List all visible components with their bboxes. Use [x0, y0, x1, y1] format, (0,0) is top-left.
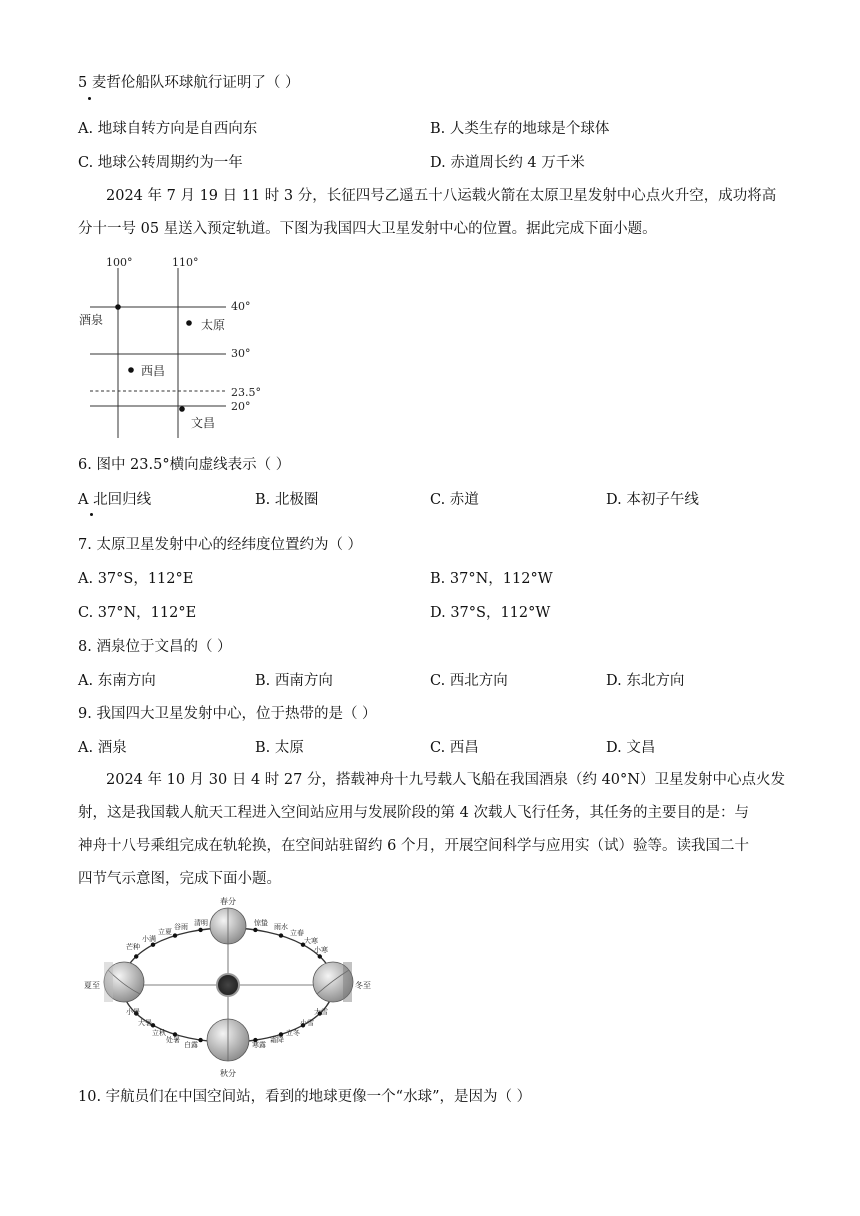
term-liqiu: 立秋 — [152, 1029, 166, 1037]
term-spring-equinox: 春分 — [220, 897, 236, 906]
q8-option-d: D. 东北方向 — [606, 673, 685, 689]
q9-option-a: A. 酒泉 — [78, 740, 127, 756]
lat-label-23-5: 23.5° — [231, 386, 261, 399]
term-jingzhe: 惊蛰 — [254, 919, 268, 927]
term-lixia: 立夏 — [158, 928, 172, 936]
q9-option-c: C. 西昌 — [430, 740, 479, 756]
sun-icon — [217, 974, 239, 996]
site-xichang-label: 西昌 — [141, 364, 166, 378]
term-summer-solstice: 夏至 — [84, 981, 100, 990]
term-mangzhong: 芒种 — [126, 943, 140, 951]
intro2-line-1: 2024 年 10 月 30 日 4 时 27 分，搭载神舟十九号载人飞船在我国酒泉（约 40°N）卫星发射中心点火发 — [106, 772, 785, 788]
q6-option-d: D. 本初子午线 — [606, 492, 699, 508]
term-daxue: 大雪 — [314, 1008, 328, 1016]
term-chushu: 处暑 — [166, 1036, 180, 1044]
solar-term-dot — [173, 933, 177, 937]
q7-option-d: D. 37°S，112°W — [430, 605, 551, 621]
intro-paragraph-2 — [78, 764, 786, 896]
earth-spring-equinox-icon — [210, 908, 246, 944]
q8-option-b: B. 西南方向 — [255, 673, 333, 689]
launch-sites-map — [78, 250, 278, 442]
site-jiuquan-marker — [115, 304, 121, 310]
intro-paragraph-1 — [78, 180, 786, 246]
q9-stem: 9. 我国四大卫星发射中心，位于热带的是（ ） — [78, 706, 377, 722]
intro2-line-3: 神舟十八号乘组完成在轨轮换，在空间站驻留约 6 个月，开展空间科学与应用实（试）验等。读我国二十 — [78, 838, 749, 854]
solar-term-dot — [279, 933, 283, 937]
q8-option-c: C. 西北方向 — [430, 673, 508, 689]
term-xiaoshu: 小暑 — [126, 1008, 140, 1016]
term-guyu: 谷雨 — [174, 923, 188, 931]
term-yushui: 雨水 — [274, 923, 288, 931]
term-xiaoman: 小满 — [142, 935, 156, 943]
solar-term-dot — [198, 1038, 202, 1042]
q8-option-a: A. 东南方向 — [78, 673, 156, 689]
intro1-line-1: 2024 年 7 月 19 日 11 时 3 分，长征四号乙遥五十八运载火箭在太原卫星发射中心点火升空，成功将高 — [106, 188, 777, 204]
term-hanlu: 寒露 — [252, 1041, 266, 1049]
emphasis-dot — [90, 513, 93, 516]
q7-option-a: A. 37°S，112°E — [78, 571, 194, 587]
term-dashu: 大暑 — [138, 1019, 152, 1027]
q5-option-a: A. 地球自转方向是自西向东 — [78, 121, 258, 137]
site-wenchang-marker — [179, 406, 185, 412]
intro1-line-2: 分十一号 05 星送入预定轨道。下图为我国四大卫星发射中心的位置。据此完成下面小题。 — [78, 221, 657, 237]
term-qingming: 清明 — [194, 919, 208, 927]
q9-option-d: D. 文昌 — [606, 740, 656, 756]
term-lichun: 立春 — [290, 929, 304, 937]
earth-summer-solstice-icon — [104, 962, 144, 1002]
term-shuangjiang: 霜降 — [270, 1036, 284, 1044]
q5-stem: 5 麦哲伦船队环球航行证明了（ ） — [78, 75, 300, 91]
earth-winter-solstice-icon — [313, 962, 353, 1002]
term-xiaoxue: 小雪 — [300, 1019, 314, 1027]
solar-term-dot — [134, 954, 138, 958]
q5-option-b: B. 人类生存的地球是个球体 — [430, 121, 610, 137]
q5-option-c: C. 地球公转周期约为一年 — [78, 155, 243, 171]
q7-option-c: C. 37°N，112°E — [78, 605, 197, 621]
term-xiaohan: 小寒 — [314, 946, 328, 954]
intro2-line-2: 射，这是我国载人航天工程进入空间站应用与发展阶段的第 4 次载人飞行任务，其任务的主要目的是：与 — [78, 805, 749, 821]
term-autumn-equinox: 秋分 — [220, 1069, 236, 1078]
lat-label-20: 20° — [231, 400, 251, 413]
solar-terms-diagram — [78, 896, 378, 1078]
q7-option-b: B. 37°N，112°W — [430, 571, 553, 587]
q9-option-b: B. 太原 — [255, 740, 304, 756]
lat-label-40: 40° — [231, 300, 251, 313]
solar-term-dot — [253, 928, 257, 932]
intro2-line-4: 四节气示意图，完成下面小题。 — [78, 871, 281, 887]
q6-option-a: A 北回归线 — [78, 492, 152, 508]
site-taiyuan-marker — [186, 320, 192, 326]
q7-stem: 7. 太原卫星发射中心的经纬度位置约为（ ） — [78, 537, 363, 553]
term-dahan: 大寒 — [304, 937, 318, 945]
term-lidong: 立冬 — [286, 1029, 300, 1037]
q5-option-d: D. 赤道周长约 4 万千米 — [430, 155, 585, 171]
term-winter-solstice: 冬至 — [355, 981, 371, 990]
lat-label-30: 30° — [231, 347, 251, 360]
emphasis-dot — [88, 97, 91, 100]
lon-label-100: 100° — [106, 256, 133, 269]
term-bailu: 白露 — [184, 1041, 198, 1049]
site-jiuquan-label: 酒泉 — [79, 313, 104, 327]
solar-term-dot — [151, 943, 155, 947]
q6-option-b: B. 北极圈 — [255, 492, 319, 508]
solar-term-dot — [198, 928, 202, 932]
q10-stem: 10. 宇航员们在中国空间站，看到的地球更像一个“水球”，是因为（ ） — [78, 1089, 532, 1105]
earth-autumn-equinox-icon — [207, 1019, 249, 1061]
site-taiyuan-label: 太原 — [201, 318, 226, 332]
q6-option-c: C. 赤道 — [430, 492, 479, 508]
q8-stem: 8. 酒泉位于文昌的（ ） — [78, 639, 232, 655]
site-wenchang-label: 文昌 — [191, 416, 216, 430]
solar-term-dot — [318, 954, 322, 958]
lon-label-110: 110° — [172, 256, 199, 269]
site-xichang-marker — [128, 367, 134, 373]
q6-stem: 6. 图中 23.5°横向虚线表示（ ） — [78, 457, 291, 473]
